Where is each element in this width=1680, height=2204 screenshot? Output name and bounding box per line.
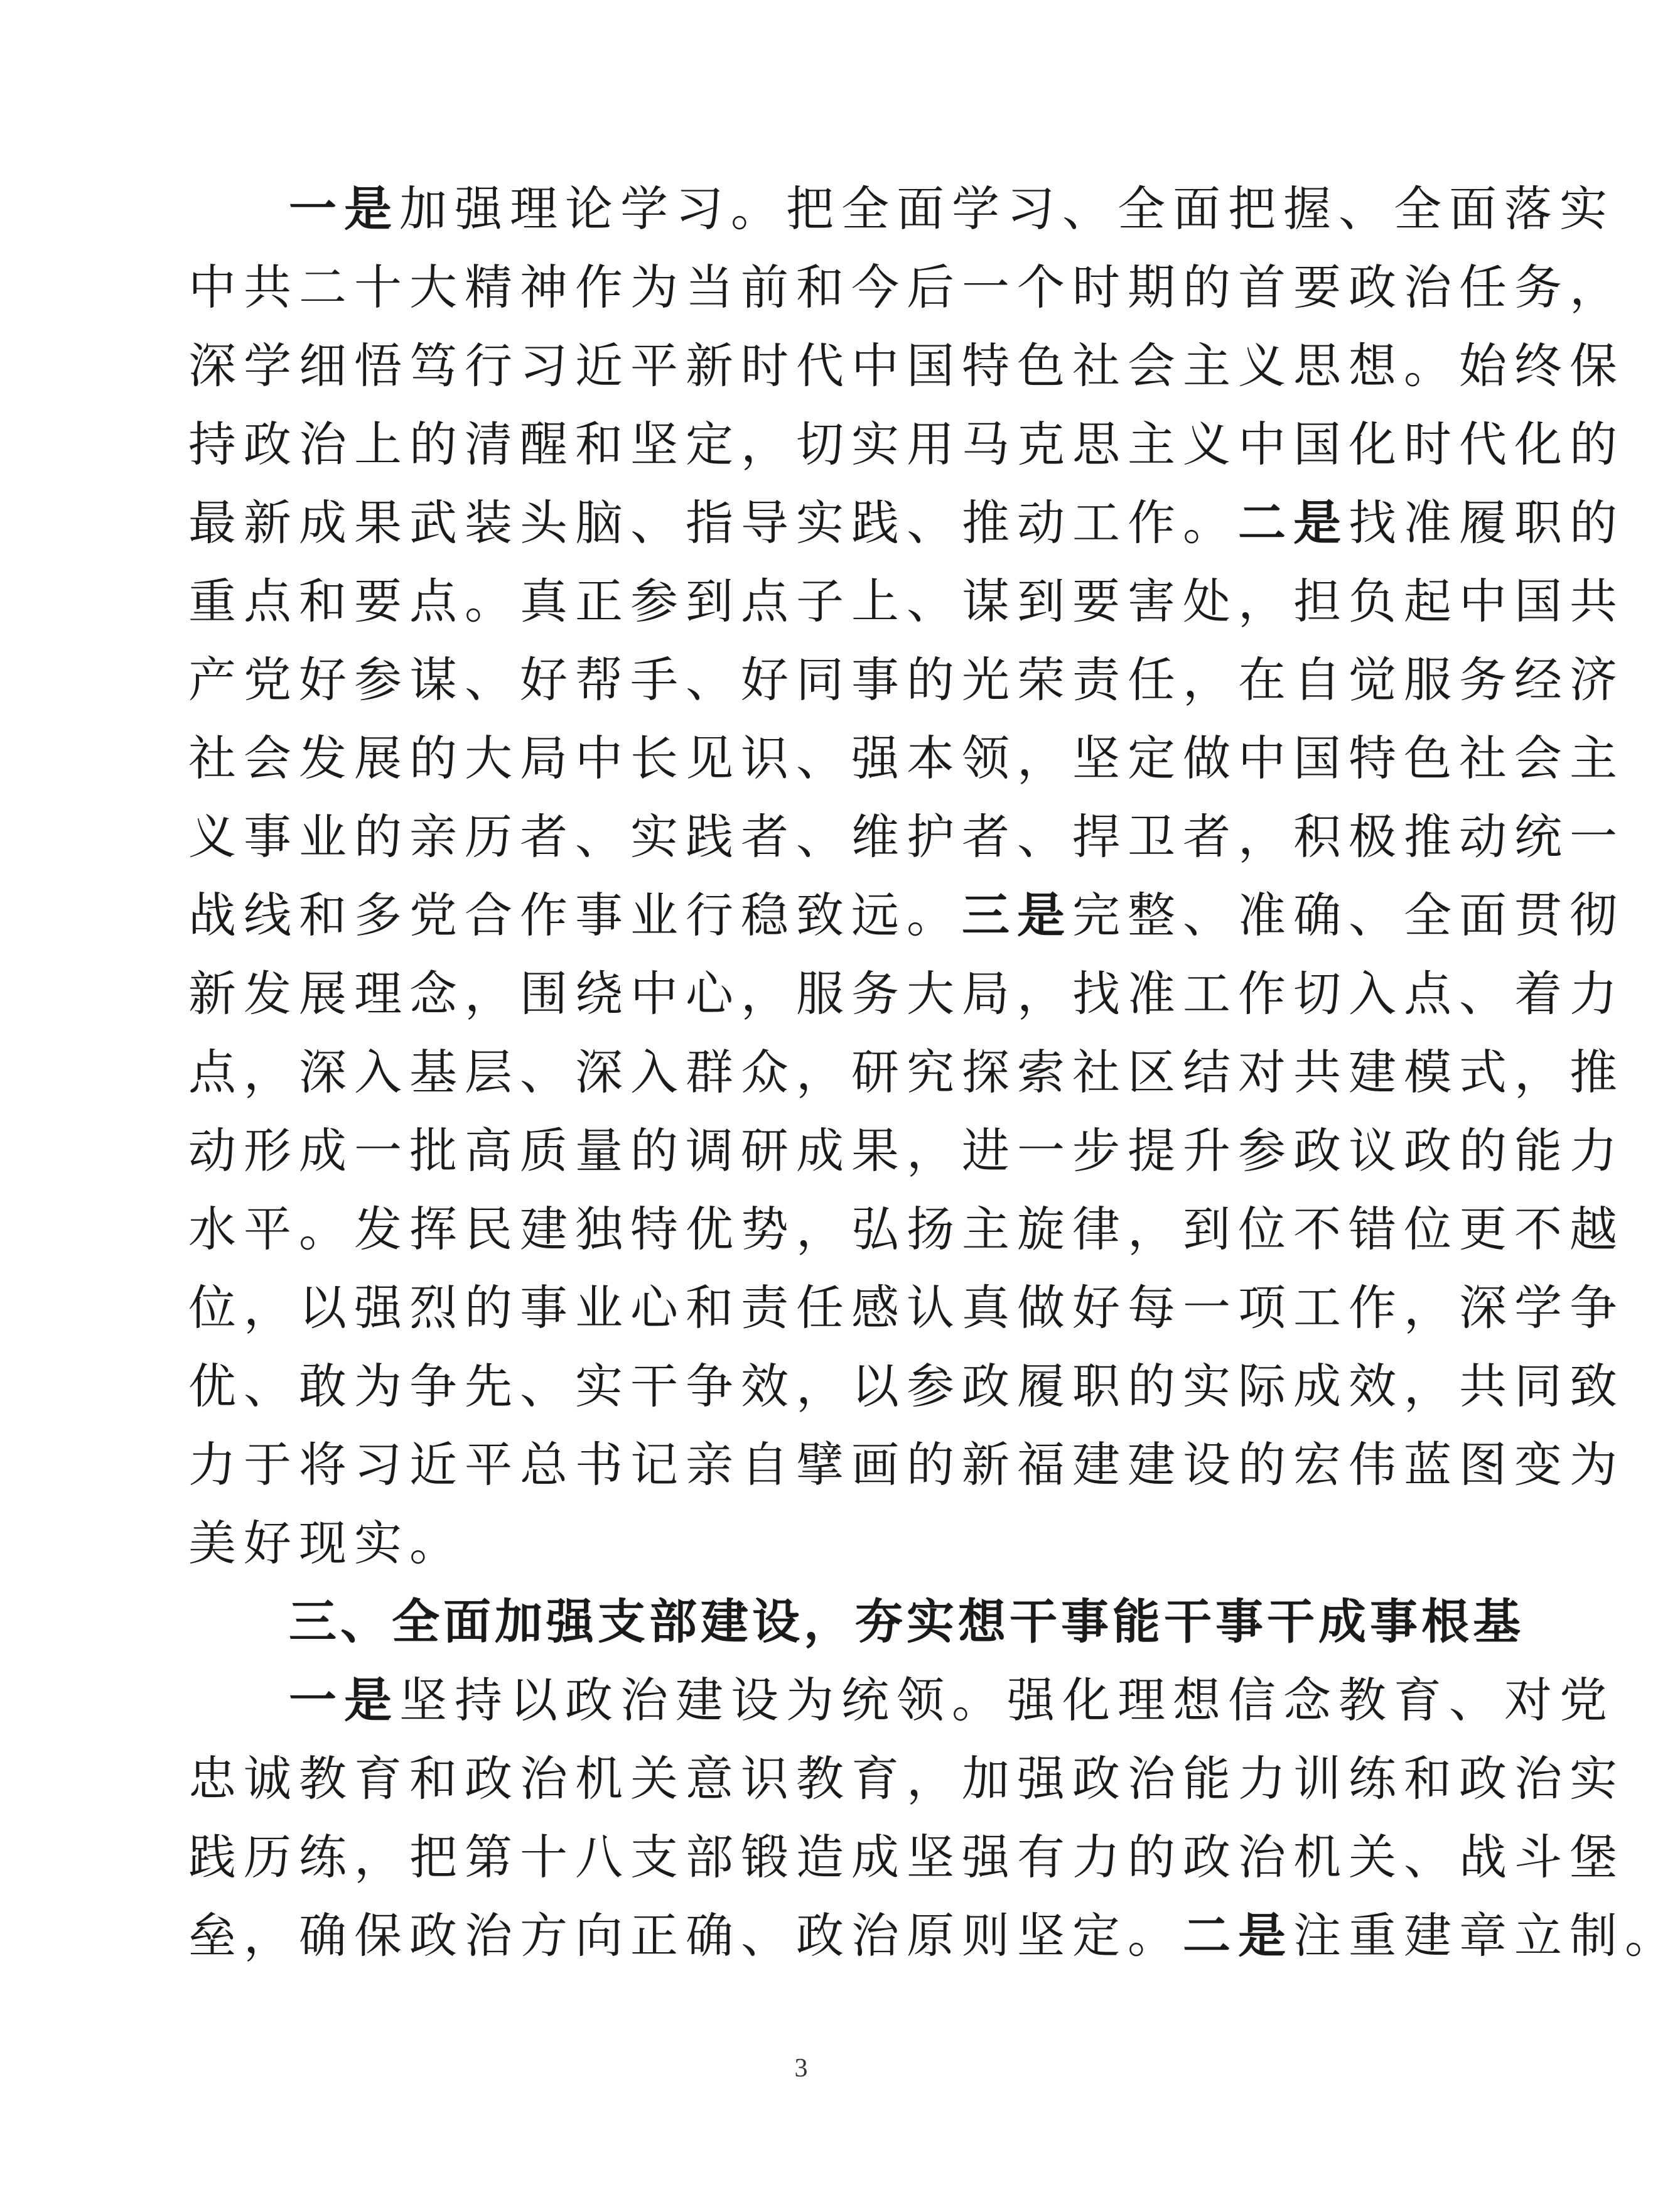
paragraph-line (188, 1033, 1625, 1111)
paragraph-line (188, 1347, 1625, 1425)
line-text: 重点和要点。真正参到点子上、谋到要害处，担负起中国共 (188, 573, 1625, 629)
paragraph-line (188, 1504, 1457, 1582)
line-text: 坚持以政治建设为统领。强化理想信念教育、对党 (399, 1672, 1615, 1728)
emphasis-text: 一是 (289, 181, 399, 237)
paragraph-line (188, 1818, 1625, 1896)
paragraph-line (188, 954, 1625, 1033)
paragraph-line (188, 327, 1625, 405)
paragraph-line (188, 640, 1625, 719)
section-heading: 三、全面加强支部建设，夯实想干事能干事干成事根基 (289, 1594, 1524, 1650)
emphasis-text: 三是 (962, 887, 1072, 943)
line-text: 义事业的亲历者、实践者、维护者、捍卫者，积极推动统一 (188, 809, 1625, 865)
paragraph-line (188, 719, 1625, 797)
paragraph-line (188, 483, 1625, 562)
line-text: 战线和多党合作事业行稳致远。 (188, 887, 962, 943)
line-text: 水平。发挥民建独特优势，弘扬主旋律，到位不错位更不越 (188, 1201, 1625, 1257)
line-text: 美好现实。 (188, 1515, 465, 1571)
emphasis-text: 一是 (289, 1672, 399, 1728)
line-text: 加强理论学习。把全面学习、全面把握、全面落实 (399, 181, 1615, 237)
line-text: 优、敢为争先、实干争效，以参政履职的实际成效，共同致 (188, 1358, 1625, 1414)
body-text (188, 170, 1680, 1975)
paragraph-line (188, 562, 1625, 640)
line-text: 完整、准确、全面贯彻 (1072, 887, 1625, 943)
line-text: 找准履职的 (1349, 495, 1625, 551)
line-text: 动形成一批高质量的调研成果，进一步提升参政议政的能力 (188, 1123, 1625, 1179)
paragraph-line (188, 876, 1625, 954)
paragraph-line (188, 1425, 1625, 1504)
paragraph-line (188, 1268, 1625, 1347)
paragraph-line (188, 797, 1625, 876)
line-text: 点，深入基层、深入群众，研究探索社区结对共建模式，推 (188, 1044, 1625, 1100)
emphasis-text: 二是 (1238, 495, 1349, 551)
line-text: 位，以强烈的事业心和责任感认真做好每一项工作，深学争 (188, 1280, 1625, 1336)
line-text: 最新成果武装头脑、指导实践、推动工作。 (188, 495, 1238, 551)
line-text: 注重建章立制。 (1293, 1908, 1680, 1964)
paragraph-line (188, 248, 1625, 327)
paragraph-line (188, 1190, 1625, 1268)
paragraph-line (188, 1896, 1680, 1975)
line-text: 产党好参谋、好帮手、好同事的光荣责任，在自觉服务经济 (188, 652, 1625, 708)
paragraph-line (188, 405, 1625, 483)
line-text: 垒，确保政治方向正确、政治原则坚定。 (188, 1908, 1183, 1964)
paragraph-line (188, 1739, 1625, 1818)
line-text: 新发展理念，围绕中心，服务大局，找准工作切入点、着力 (188, 966, 1625, 1022)
paragraph-line (188, 1111, 1625, 1190)
line-text: 忠诚教育和政治机关意识教育，加强政治能力训练和政治实 (188, 1751, 1625, 1807)
line-text: 社会发展的大局中长见识、强本领，坚定做中国特色社会主 (188, 730, 1625, 786)
line-text: 践历练，把第十八支部锻造成坚强有力的政治机关、战斗堡 (188, 1829, 1625, 1885)
page-number: 3 (794, 2054, 808, 2083)
line-text: 力于将习近平总书记亲自擘画的新福建建设的宏伟蓝图变为 (188, 1437, 1625, 1493)
paragraph-line (188, 170, 1615, 248)
paragraph-line (188, 1661, 1615, 1739)
line-text: 深学细悟笃行习近平新时代中国特色社会主义思想。始终保 (188, 338, 1625, 394)
emphasis-text: 二是 (1183, 1908, 1293, 1964)
line-text: 中共二十大精神作为当前和今后一个时期的首要政治任务， (188, 259, 1625, 315)
line-text: 持政治上的清醒和坚定，切实用马克思主义中国化时代化的 (188, 416, 1625, 472)
